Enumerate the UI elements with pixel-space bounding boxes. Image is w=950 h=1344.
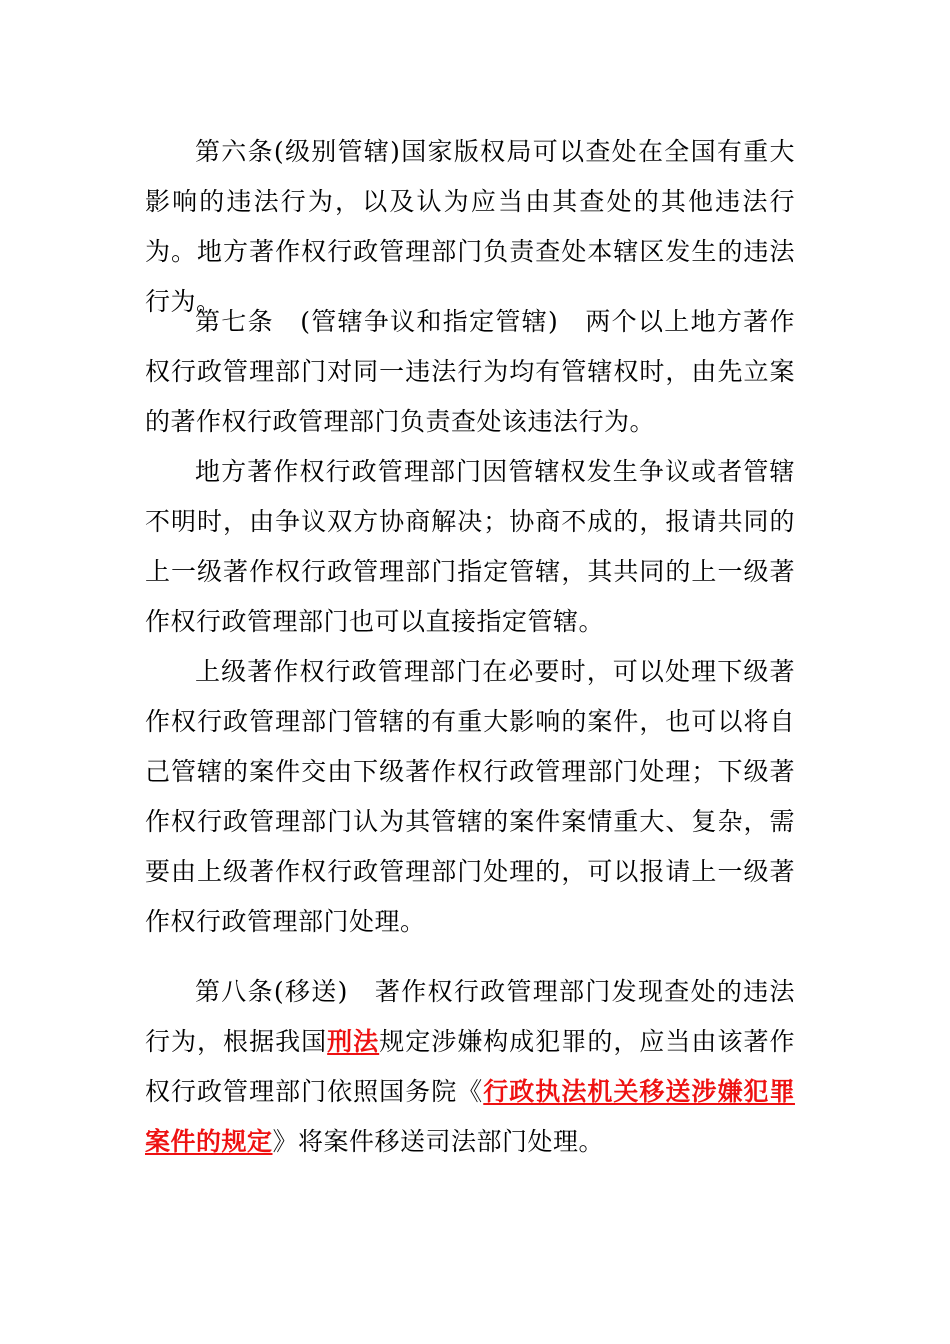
article-8-text-part-2: 规定涉嫌构成犯罪的，应当由该著作权行政管理部门依照国务院《 — [145, 1027, 795, 1106]
article-7-paragraph-2: 地方著作权行政管理部门因管辖权发生争议或者管辖不明时，由争议双方协商解决；协商不成的，报请共同的上一级著作权行政管理部门指定管辖，其共同的上一级著作权行政管理部门也可以直接指定管辖。 — [145, 457, 795, 636]
article-7 — [145, 297, 795, 947]
criminal-law-link[interactable]: 刑法 — [327, 1027, 380, 1056]
article-8-text-part-1: 第八条(移送) 著作权行政管理部门发现查处的违法行为，根据我国 — [145, 977, 795, 1056]
article-6-paragraph: 第六条(级别管辖)国家版权局可以查处在全国有重大影响的违法行为，以及认为应当由其查处的其他违法行为。地方著作权行政管理部门负责查处本辖区发生的违法行为。 — [145, 137, 795, 316]
article-8-text-part-3: 》将案件移送司法部门处理。 — [272, 1127, 605, 1156]
article-8 — [145, 967, 795, 1167]
case-transfer-regulation-link[interactable]: 行政执法机关移送涉嫌犯罪案件的规定 — [145, 1077, 795, 1156]
article-7-paragraph-3: 上级著作权行政管理部门在必要时，可以处理下级著作权行政管理部门管辖的有重大影响的案件，也可以将自己管辖的案件交由下级著作权行政管理部门处理；下级著作权行政管理部门认为其管辖的案件案情重大、复杂，需要由上级著作权行政管理部门处理的，可以报请上一级著作权行政管理部门处理。 — [145, 657, 795, 936]
article-8-paragraph — [145, 967, 795, 1167]
article-7-paragraph-1: 第七条 (管辖争议和指定管辖) 两个以上地方著作权行政管理部门对同一违法行为均有管辖权时，由先立案的著作权行政管理部门负责查处该违法行为。 — [145, 307, 795, 436]
